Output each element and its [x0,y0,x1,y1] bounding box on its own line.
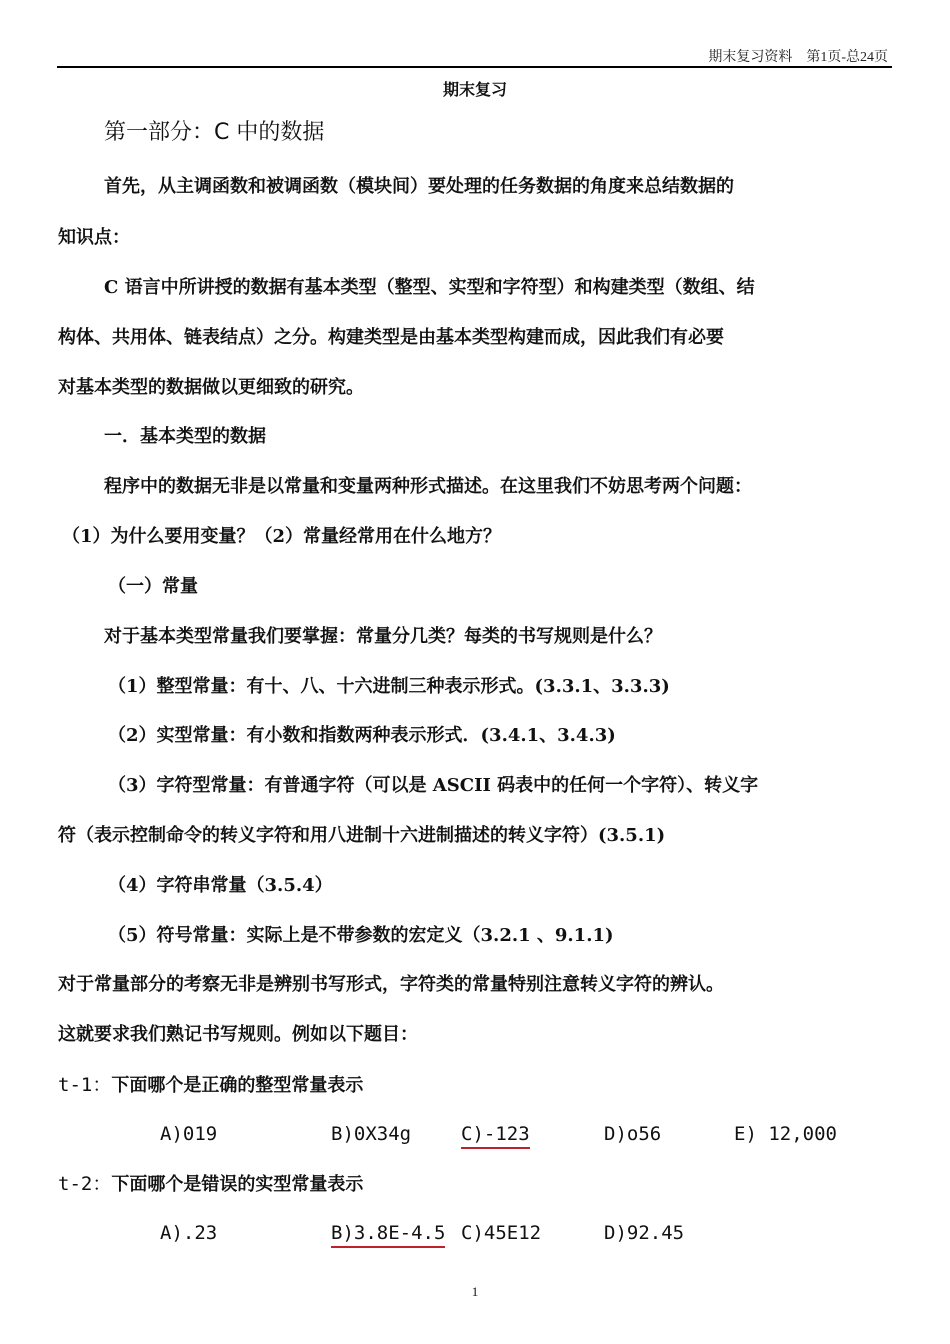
page-header [708,46,888,66]
section-heading-2: （一）常量 [108,576,198,597]
para-3-line-1: 程序中的数据无非是以常量和变量两种形式描述。在这里我们不妨思考两个问题： [104,476,752,497]
item-3-line-2: 符（表示控制命令的转义字符和用八进制十六进制描述的转义字符）(3.5.1) [58,825,666,846]
question-2-text: 下面哪个是错误的实型常量表示 [111,1174,364,1195]
question-1-label: t-1： [58,1074,112,1096]
para-5-line-2: 这就要求我们熟记书写规则。例如以下题目： [58,1024,418,1045]
question-2 [58,1172,363,1197]
part-title: 第一部分：C 中的数据 [104,120,325,145]
para-1-line-1: 首先，从主调函数和被调函数（模块间）要处理的任务数据的角度来总结数据的 [104,176,734,197]
item-4: （4）字符串常量（3.5.4） [108,875,333,896]
question-1-option-b: B)0X34g [331,1123,412,1145]
header-doc-name: 期末复习资料 [708,50,793,65]
question-2-option-b-answer [331,1221,445,1245]
item-2: （2）实型常量：有小数和指数两种表示形式．(3.4.1、3.4.3) [108,725,616,746]
para-2-line-3: 对基本类型的数据做以更细致的研究。 [58,377,364,398]
page-number: 1 [471,1284,479,1299]
header-page-info: 第1页-总24页 [806,50,888,65]
question-1 [58,1073,363,1098]
question-2-label: t-2： [58,1173,112,1195]
para-1-line-2: 知识点： [58,227,130,248]
question-2-option-d: D)92.45 [604,1222,685,1244]
para-5-line-1: 对于常量部分的考察无非是辨别书写形式，字符类的常量特别注意转义字符的辨认。 [58,974,724,995]
question-2-option-c: C)45E12 [461,1222,542,1244]
header-rule [57,66,892,68]
para-4: 对于基本类型常量我们要掌握：常量分几类？每类的书写规则是什么？ [104,626,662,647]
question-1-text: 下面哪个是正确的整型常量表示 [111,1075,364,1096]
question-2-option-a: A).23 [160,1222,218,1244]
section-heading-1: 一．基本类型的数据 [104,426,266,447]
question-1-option-e: E) 12,000 [734,1123,837,1145]
item-3-line-1: （3）字符型常量：有普通字符（可以是 ASCII 码表中的任何一个字符）、转义字 [108,775,759,796]
item-5: （5）符号常量：实际上是不带参数的宏定义（3.2.1 、9.1.1) [108,925,614,946]
item-1: （1）整型常量：有十、八、十六进制三种表示形式。(3.3.1、3.3.3) [108,676,670,697]
doc-title: 期末复习 [442,80,507,99]
para-2-line-1: C 语言中所讲授的数据有基本类型（整型、实型和字符型）和构建类型（数组、结 [104,277,755,298]
question-1-option-a: A)019 [160,1123,218,1145]
question-1-option-c-correct [461,1122,530,1146]
question-2-option-b-text: B)3.8E-4.5 [331,1222,445,1248]
question-1-option-c-text: C)-123 [461,1123,530,1149]
para-2-line-2: 构体、共用体、链表结点）之分。构建类型是由基本类型构建而成，因此我们有必要 [58,327,724,348]
para-3-line-2: （1）为什么要用变量？（2）常量经常用在什么地方？ [62,526,502,547]
question-1-option-d: D)o56 [604,1123,662,1145]
